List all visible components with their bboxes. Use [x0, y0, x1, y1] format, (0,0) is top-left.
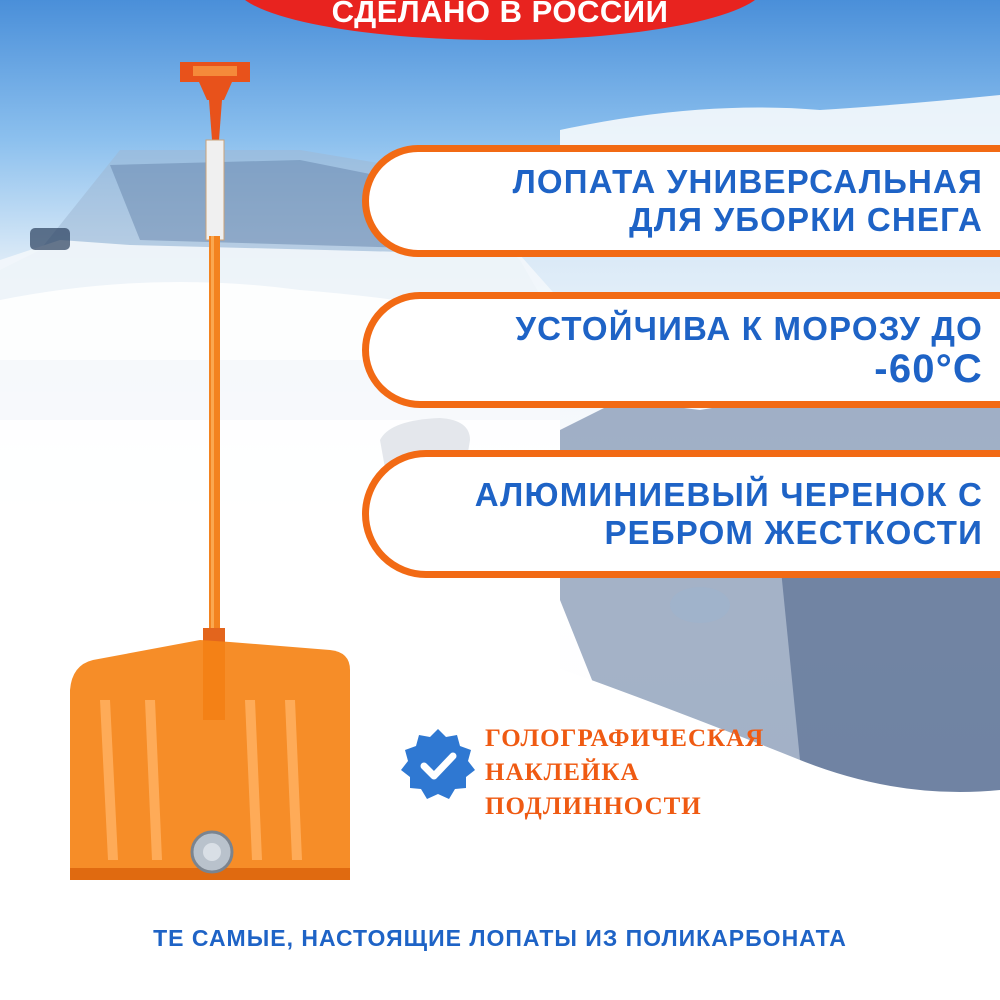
authenticity-sticker-note [485, 722, 764, 824]
feature-line: ЛОПАТА УНИВЕРСАЛЬНАЯ [512, 163, 983, 200]
authenticity-line: ПОДЛИННОСТИ [485, 793, 702, 820]
feature-temperature: -60°C [874, 347, 983, 391]
verified-check-badge-icon [398, 725, 478, 805]
footer-tagline: ТЕ САМЫЕ, НАСТОЯЩИЕ ЛОПАТЫ ИЗ ПОЛИКАРБОНАТА [153, 925, 847, 951]
feature-line: АЛЮМИНИЕВЫЙ ЧЕРЕНОК С [474, 476, 983, 513]
feature-aluminium-handle [362, 450, 1000, 578]
banner-text: СДЕЛАНО В РОССИИ [331, 0, 669, 29]
feature-line: ДЛЯ УБОРКИ СНЕГА [629, 201, 983, 238]
feature-universal-shovel [362, 145, 1000, 257]
authenticity-line: НАКЛЕЙКА [485, 759, 640, 786]
feature-frost-resistance [362, 292, 1000, 408]
feature-line: РЕБРОМ ЖЕСТКОСТИ [604, 514, 983, 551]
authenticity-line: ГОЛОГРАФИЧЕСКАЯ [485, 725, 765, 752]
feature-line: УСТОЙЧИВА К МОРОЗУ ДО [515, 310, 983, 347]
